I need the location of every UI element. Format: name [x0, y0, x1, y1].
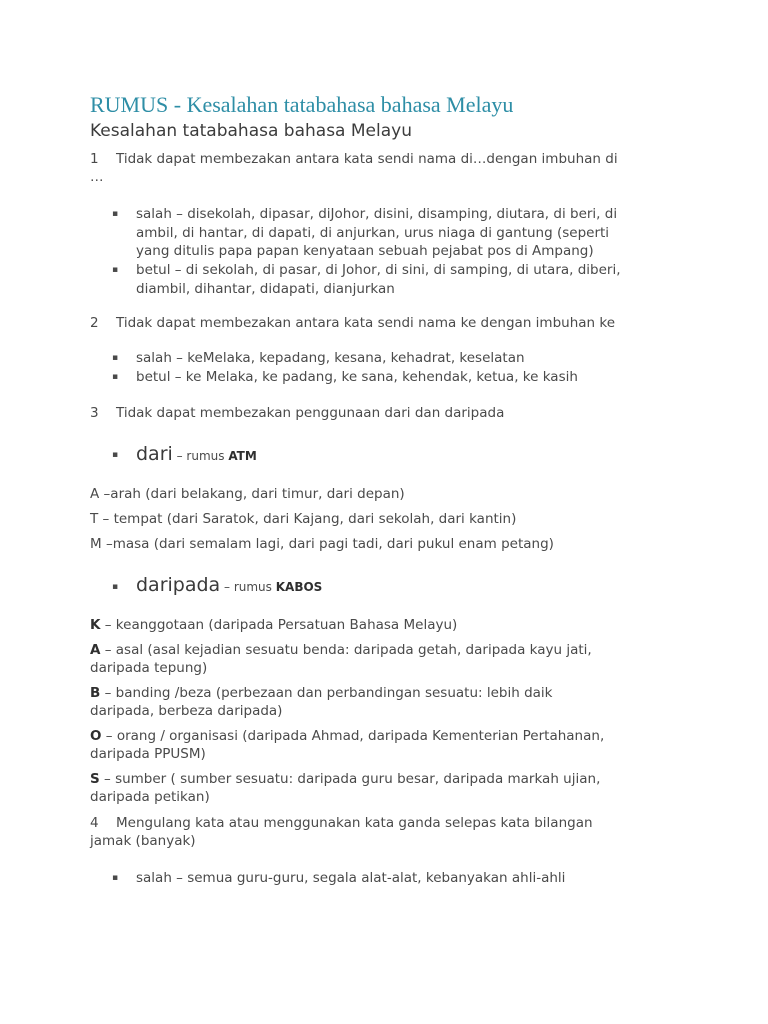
- rumus-code-kabos: KABOS: [275, 580, 323, 594]
- atm-letter: T: [90, 511, 99, 527]
- list-item-line: diambil, dihantar, didapati, dianjurkan: [136, 280, 395, 297]
- bullet-icon: ▪: [112, 582, 119, 592]
- atm-item-m: [90, 535, 554, 553]
- section-text: Tidak dapat membezakan penggunaan dari dan daripada: [116, 405, 505, 421]
- kabos-text: – banding /beza (perbezaan dan perbandingan sesuatu: lebih daik: [100, 685, 553, 701]
- term-rumus-label: – rumus: [172, 449, 229, 463]
- kabos-text: – asal (asal kejadian sesuatu benda: daripada getah, daripada kayu jati,: [100, 642, 592, 658]
- kabos-text-cont: daripada tepung): [90, 660, 208, 676]
- term-daripada: daripada: [136, 574, 221, 596]
- bullet-icon: ▪: [112, 372, 119, 382]
- kabos-text: – keanggotaan (daripada Persatuan Bahasa Melayu): [100, 617, 458, 633]
- atm-letter: M: [90, 536, 102, 552]
- bullet-icon: ▪: [112, 353, 119, 363]
- section-3-heading: [90, 404, 504, 422]
- section-number: 4: [90, 815, 99, 831]
- kabos-item-s: [90, 770, 600, 806]
- list-item-line: yang ditulis papa papan kenyataan sebuah pejabat pos di Ampang): [136, 243, 594, 259]
- kabos-letter: O: [90, 728, 102, 744]
- kabos-text-cont: daripada PPUSM): [90, 746, 206, 762]
- term-dari: dari: [136, 443, 173, 465]
- list-item-line: salah – disekolah, dipasar, diJohor, disini, disamping, diutara, di beri, di: [136, 206, 618, 222]
- kabos-text: – orang / organisasi (daripada Ahmad, daripada Kementerian Pertahanan,: [101, 728, 605, 744]
- bullet-icon: ▪: [112, 873, 119, 883]
- page-subtitle: Kesalahan tatabahasa bahasa Melayu: [90, 121, 412, 141]
- section-number: 1: [90, 151, 99, 167]
- kabos-item-a: [90, 641, 592, 677]
- section-2-heading: [90, 314, 615, 332]
- section-number: 2: [90, 315, 99, 331]
- rumus-code-atm: ATM: [228, 449, 257, 463]
- term-rumus-label: – rumus: [220, 580, 276, 594]
- kabos-text-cont: daripada petikan): [90, 789, 210, 805]
- section-number: 3: [90, 405, 99, 421]
- section-4-heading: [90, 814, 593, 850]
- section-1-heading: [90, 150, 618, 168]
- atm-letter: A: [90, 486, 100, 502]
- list-item-line: betul – ke Melaka, ke padang, ke sana, kehendak, ketua, ke kasih: [136, 369, 578, 385]
- atm-text: –arah (dari belakang, dari timur, dari depan): [99, 486, 405, 502]
- kabos-item-k: [90, 616, 457, 634]
- kabos-item-b: [90, 684, 553, 720]
- kabos-item-o: [90, 727, 604, 763]
- kabos-text-cont: daripada, berbeza daripada): [90, 703, 283, 719]
- section-text: Tidak dapat membezakan antara kata sendi nama di…dengan imbuhan di: [116, 151, 618, 167]
- atm-text: – tempat (dari Saratok, dari Kajang, dari sekolah, dari kantin): [98, 511, 517, 527]
- section-text-cont: jamak (banyak): [90, 833, 196, 849]
- list-item-line: salah – semua guru-guru, segala alat-alat, kebanyakan ahli-ahli: [136, 870, 566, 886]
- section-1-heading-cont: …: [90, 169, 104, 185]
- atm-text: –masa (dari semalam lagi, dari pagi tadi, dari pukul enam petang): [101, 536, 554, 552]
- kabos-letter: B: [90, 685, 101, 701]
- kabos-text: – sumber ( sumber sesuatu: daripada guru besar, daripada markah ujian,: [99, 771, 601, 787]
- atm-item-t: [90, 510, 516, 528]
- section-text: Tidak dapat membezakan antara kata sendi nama ke dengan imbuhan ke: [116, 315, 616, 331]
- bullet-icon: ▪: [112, 209, 119, 219]
- bullet-icon: ▪: [112, 450, 119, 460]
- list-item-line: salah – keMelaka, kepadang, kesana, kehadrat, keselatan: [136, 350, 525, 366]
- kabos-letter: A: [90, 642, 101, 658]
- section-text: Mengulang kata atau menggunakan kata ganda selepas kata bilangan: [116, 815, 593, 831]
- atm-item-a: [90, 485, 405, 503]
- page-title: RUMUS - Kesalahan tatabahasa bahasa Melayu: [90, 92, 514, 117]
- list-item-line: betul – di sekolah, di pasar, di Johor, di sini, di samping, di utara, diberi,: [136, 262, 621, 278]
- bullet-icon: ▪: [112, 265, 119, 275]
- kabos-letter: K: [90, 617, 101, 633]
- list-item-line: ambil, di hantar, di dapati, di anjurkan, urus niaga di gantung (seperti: [136, 224, 610, 241]
- kabos-letter: S: [90, 771, 100, 787]
